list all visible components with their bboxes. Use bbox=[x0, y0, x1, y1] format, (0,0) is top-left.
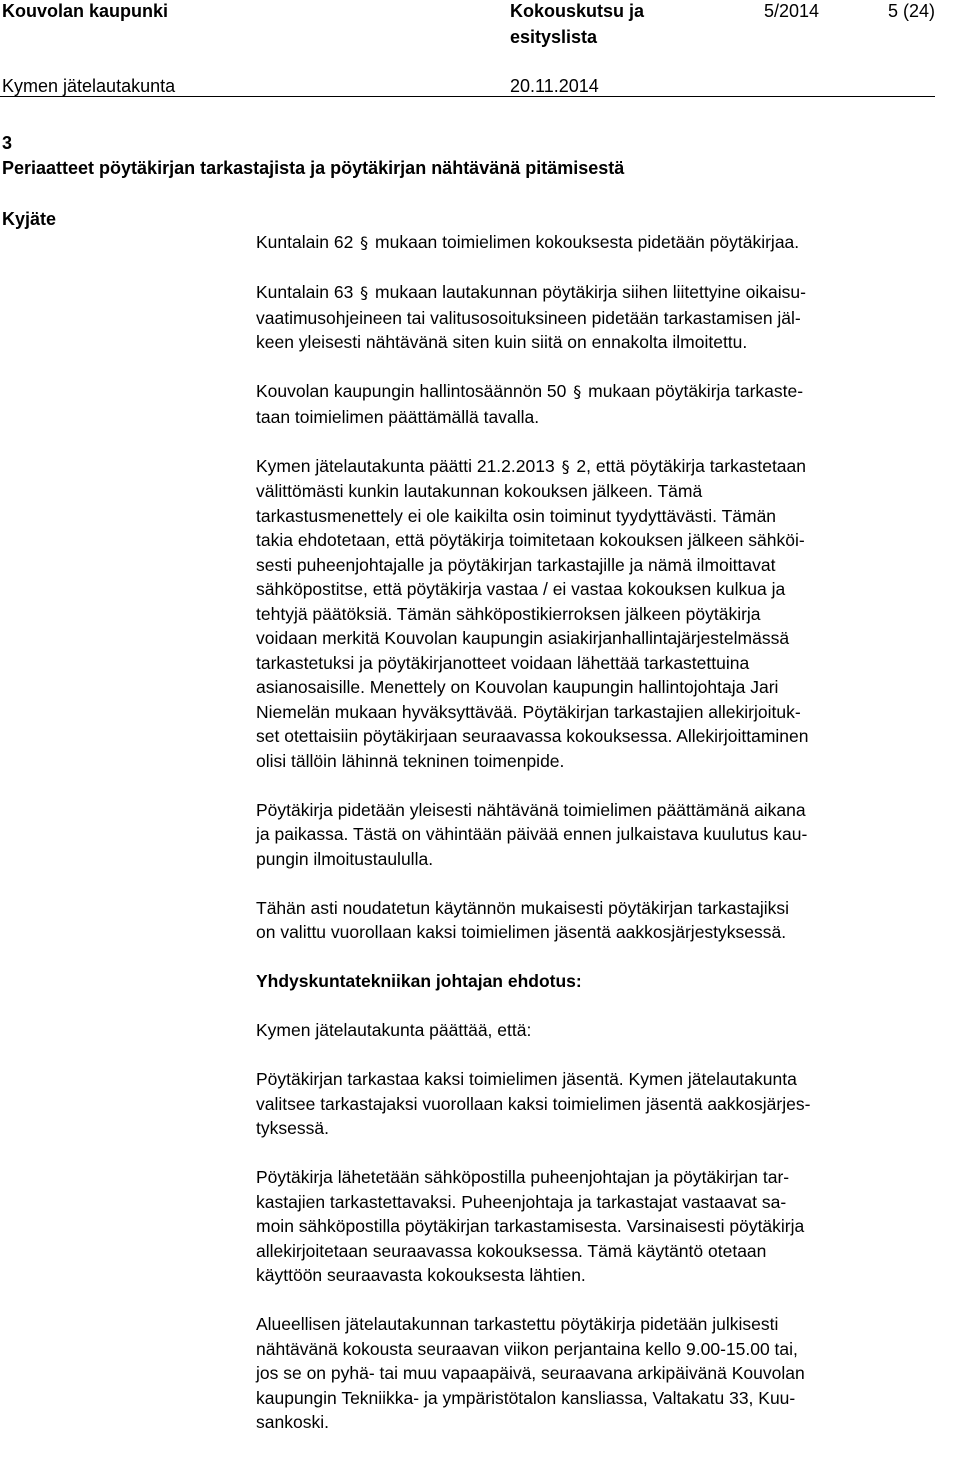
paragraph-line: on valittu vuorollaan kaksi toimielimen jäsentä aakkosjärjestyksessä. bbox=[256, 922, 787, 942]
paragraph bbox=[256, 454, 928, 774]
paragraph bbox=[256, 798, 928, 872]
paragraph-line: sähköpostitse, että pöytäkirja vastaa / ei vastaa kokouksen kulkua ja bbox=[256, 579, 786, 599]
committee-name: Kymen jätelautakunta bbox=[2, 76, 176, 96]
section-number: 3 bbox=[2, 133, 13, 153]
paragraph-line: Tähän asti noudatetun käytännön mukaisesti pöytäkirjan tarkastajiksi bbox=[256, 897, 790, 918]
section-sign: § bbox=[573, 382, 582, 401]
paragraph-line: Kuntalain 62 § mukaan toimielimen kokouksesta pidetään pöytäkirjaa. bbox=[256, 232, 800, 252]
page-number: 5 (24) bbox=[888, 1, 936, 21]
paragraph-line: moin sähköpostilla pöytäkirjan tarkastamisesta. Varsinaisesti pöytäkirja bbox=[256, 1216, 805, 1236]
paragraph-line: jos se on pyhä- tai muu vapaapäivä, seuraavana arkipäivänä Kouvolan bbox=[256, 1363, 805, 1383]
paragraph bbox=[256, 1165, 928, 1288]
paragraph-line: nähtävänä kokousta seuraavan viikon perjantaina kello 9.00-15.00 tai, bbox=[256, 1338, 798, 1359]
section-sign: § bbox=[360, 233, 369, 252]
paragraph-line: tarkastetuksi ja pöytäkirjanotteet voidaan lähettää tarkastettuina bbox=[256, 652, 750, 673]
paragraph-line: tarkastusmenettely ei ole kaikilta osin toiminut tyydyttävästi. Tämän bbox=[256, 505, 777, 526]
section-sign: § bbox=[561, 456, 570, 476]
paragraph-line: Pöytäkirja pidetään yleisesti nähtävänä toimielimen päättämänä aikana bbox=[256, 799, 806, 820]
paragraph-line: kaupungin Tekniikka- ja ympäristötalon kansliassa, Valtakatu 33, Kuu- bbox=[256, 1387, 796, 1408]
meeting-date: 20.11.2014 bbox=[510, 76, 599, 96]
paragraph-line: taan toimielimen päättämällä tavalla. bbox=[256, 406, 540, 427]
paragraph-line: takia ehdotetaan, että pöytäkirja toimitetaan kokouksen jälkeen sähköi- bbox=[256, 530, 805, 550]
paragraph-line: kastajien tarkastettavaksi. Puheenjohtaja ja tarkastajat vastaavat sa- bbox=[256, 1191, 787, 1212]
paragraph-line: pungin ilmoitustaululla. bbox=[256, 848, 434, 869]
paragraph-line: olisi tällöin lähinnä tekninen toimenpide. bbox=[256, 750, 565, 771]
paragraph-line: keen yleisesti nähtävänä siten kuin siitä on ennakolta ilmoitettu. bbox=[256, 332, 748, 352]
section-sign: § bbox=[360, 283, 369, 302]
paragraph bbox=[256, 1067, 928, 1141]
paragraph-line: Yhdyskuntatekniikan johtajan ehdotus: bbox=[256, 971, 582, 991]
paragraph-line: Kymen jätelautakunta päättää, että: bbox=[256, 1020, 532, 1040]
paragraph-line: tyksessä. bbox=[256, 1118, 329, 1138]
paragraph-line: valitsee tarkastajaksi vuorollaan kaksi toimielimen jäsentä aakkosjärjes- bbox=[256, 1093, 811, 1114]
document-body bbox=[256, 230, 928, 1459]
header-divider bbox=[0, 96, 935, 97]
paragraph-line: vaatimusohjeineen tai valitusosoituksineen pidetään tarkastamisen jäl- bbox=[256, 307, 801, 328]
kyjate-label: Kyjäte bbox=[2, 209, 57, 229]
paragraph bbox=[256, 1312, 928, 1435]
document-type-line2: esityslista bbox=[510, 27, 598, 47]
document-type-line1: Kokouskutsu ja bbox=[510, 1, 645, 21]
paragraph-line: asianosaisille. Menettely on Kouvolan kaupungin hallintojohtaja Jari bbox=[256, 677, 779, 697]
paragraph bbox=[256, 896, 928, 945]
paragraph-line: Kuntalain 63 § mukaan lautakunnan pöytäkirja siihen liitettyine oikaisu- bbox=[256, 282, 806, 302]
organization-name: Kouvolan kaupunki bbox=[2, 1, 169, 21]
paragraph-line: sankoski. bbox=[256, 1412, 329, 1432]
paragraph-line: Kymen jätelautakunta päätti 21.2.2013 § 2, että pöytäkirja tarkastetaan bbox=[256, 455, 807, 476]
paragraph-line: Kouvolan kaupungin hallintosäännön 50 § mukaan pöytäkirja tarkaste- bbox=[256, 381, 804, 401]
paragraph-line: sesti puheenjohtajalle ja pöytäkirjan tarkastajille ja nämä ilmoittavat bbox=[256, 554, 776, 575]
paragraph-line: käyttöön seuraavasta kokouksesta lähtien. bbox=[256, 1265, 586, 1285]
paragraph-line: Niemelän mukaan hyväksyttävää. Pöytäkirjan tarkastajien allekirjoituk- bbox=[256, 701, 801, 722]
paragraph-line: Pöytäkirjan tarkastaa kaksi toimielimen jäsentä. Kymen jätelautakunta bbox=[256, 1069, 797, 1089]
paragraph bbox=[256, 379, 928, 429]
section-title: Periaatteet pöytäkirjan tarkastajista ja pöytäkirjan nähtävänä pitämisestä bbox=[2, 158, 625, 178]
paragraph-line: allekirjoitetaan seuraavassa kokouksessa. Tämä käytäntö otetaan bbox=[256, 1240, 767, 1261]
proposal-heading bbox=[256, 969, 928, 994]
paragraph-line: välittömästi kunkin lautakunnan kokouksen jälkeen. Tämä bbox=[256, 481, 703, 501]
paragraph-line: ja paikassa. Tästä on vähintään päivää ennen julkaistava kuulutus kau- bbox=[256, 824, 808, 844]
paragraph bbox=[256, 1018, 928, 1043]
paragraph bbox=[256, 230, 928, 256]
paragraph-line: Alueellisen jätelautakunnan tarkastettu pöytäkirja pidetään julkisesti bbox=[256, 1314, 779, 1334]
paragraph bbox=[256, 280, 928, 355]
paragraph-line: Pöytäkirja lähetetään sähköpostilla puheenjohtajan ja pöytäkirjan tar- bbox=[256, 1167, 790, 1187]
paragraph-line: tehtyjä päätöksiä. Tämän sähköpostikierroksen jälkeen pöytäkirja bbox=[256, 603, 761, 624]
paragraph-line: voidaan merkitä Kouvolan kaupungin asiakirjanhallintajärjestelmässä bbox=[256, 628, 790, 648]
paragraph-line: set otettaisiin pöytäkirjaan seuraavassa kokouksessa. Allekirjoittaminen bbox=[256, 726, 809, 746]
issue-number: 5/2014 bbox=[764, 1, 820, 21]
